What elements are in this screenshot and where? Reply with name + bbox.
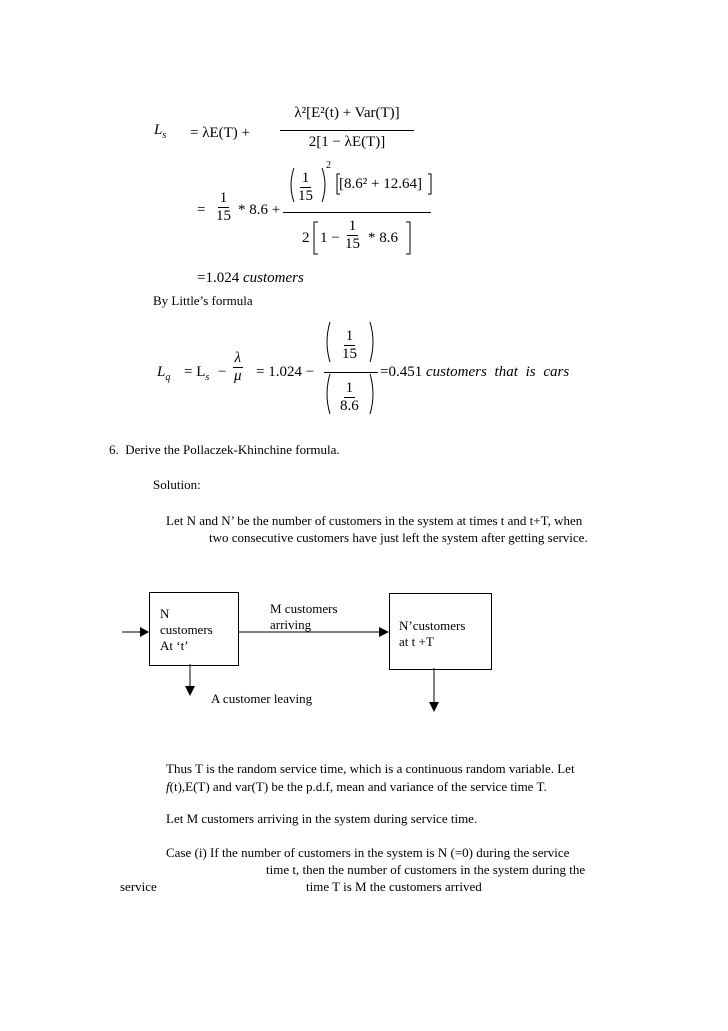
- box1-text: N customers At ‘t’: [160, 606, 213, 653]
- lq-lambda-over-mu: $\frac{\lambda}{\mu}$: [234, 350, 242, 384]
- eq1-numerator: λ²[E²(t) + Var(T)]: [294, 105, 400, 121]
- para2-line1: Thus T is the random service time, which is a continuous random variable. Let: [166, 761, 575, 776]
- para1-line2: two consecutive customers have just left the system after getting service.: [209, 530, 588, 545]
- para4-line2: time t, then the number of customers in the system during the: [266, 862, 586, 877]
- solution-label: Solution:: [153, 477, 201, 492]
- input-arrow-icon: [140, 627, 149, 637]
- para1-line1: Let N and N’ be the number of customers in the system at times t and t+T, when: [166, 513, 583, 528]
- lq-main-fraction-bar: [324, 372, 378, 373]
- leaving-arrow-icon: [185, 686, 195, 696]
- arrival-arrow-icon: [379, 627, 389, 637]
- lq-top-fraction: $\frac{1}{15}$: [342, 328, 357, 362]
- para4-line1: Case (i) If the number of customers in the system is N (=0) during the service: [166, 845, 570, 860]
- eq3-result: =1.024 customers: [197, 270, 304, 286]
- littles-formula-label: By Little’s formula: [153, 293, 253, 308]
- para3: Let M customers arriving in the system during service time.: [166, 811, 478, 826]
- eq2-den-one: 1 −: [320, 230, 340, 246]
- lq-eq2: = 1.024 −: [256, 364, 315, 380]
- eq2-prefix: =: [197, 202, 206, 218]
- eq2-fraction-1-15: $\frac{1}{15}$: [216, 190, 231, 224]
- lq-bottom-fraction: $\frac{1}{8.6}$: [340, 380, 359, 414]
- question-6: 6. Derive the Pollaczek-Khinchine formula.: [109, 442, 340, 457]
- eq1-denominator: 2[1 − λE(T)]: [308, 134, 386, 150]
- eq2-mid: * 8.6 +: [238, 202, 281, 218]
- eq2-num-bracket: [8.6² + 12.64]: [339, 176, 422, 192]
- eq2-den-fraction: $\frac{1}{15}$: [345, 218, 360, 252]
- eq2-num-fraction: $\frac{1}{15}$: [298, 170, 313, 204]
- eq2-den-tail: * 8.6: [368, 230, 398, 246]
- eq1-lhs: = λE(T) +: [190, 125, 251, 141]
- para4-line3-right: time T is M the customers arrived: [306, 879, 482, 894]
- arrival-label: M customers arriving: [270, 601, 338, 632]
- para4-line3-left: service: [120, 879, 157, 894]
- eq2-den-two: 2: [302, 230, 310, 246]
- output-arrow-icon: [429, 702, 439, 712]
- lq-symbol: $L_q$: [157, 364, 171, 383]
- ls-symbol: $L_s$: [154, 122, 167, 141]
- diagram-arrows: [120, 590, 520, 730]
- lq-eq-ls: = $L_s$: [184, 364, 210, 383]
- para2-line2: f(t),E(T) and var(T) be the p.d.f, mean and variance of the service time T.: [166, 779, 547, 794]
- eq2-num-exponent: 2: [326, 160, 331, 171]
- box2-text: N’customers at t +T: [399, 618, 466, 649]
- eq1-fraction-bar: [280, 130, 414, 131]
- eq2-fraction-bar: [283, 212, 431, 213]
- leaving-label: A customer leaving: [211, 691, 313, 706]
- lq-minus: −: [218, 364, 227, 380]
- lq-result: =0.451 customers that is cars: [380, 364, 570, 380]
